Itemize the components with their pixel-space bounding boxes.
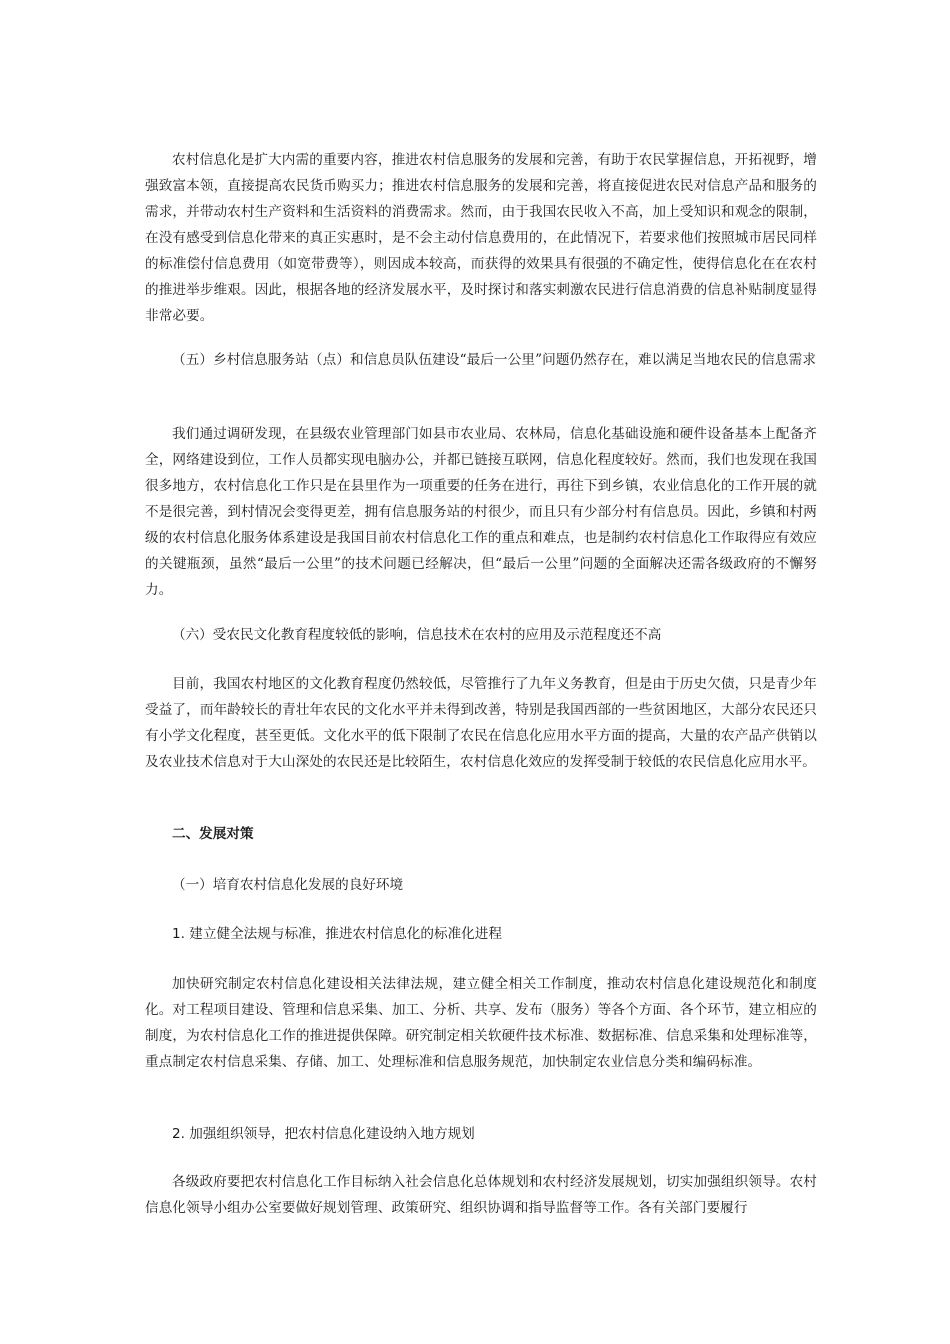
heading-section-6: （六）受农民文化教育程度较低的影响，信息技术在农村的应用及示范程度还不高 <box>172 627 662 643</box>
paragraph-last-mile: 我们通过调研发现，在县级农业管理部门如县市农业局、农林局，信息化基础设施和硬件设备基本上配备齐全，网络建设到位，工作人员都实现电脑办公，并都已链接互联网，信息化程度较好。然而，我们也发现在我国很多地方，农村信息化工作只是在县里作为一项重要的任务在进行，再往下到乡镇，农业信息化的工作开展的就不是很完善，到村情况会变得更差，拥有信息服务站的村很少，而且只有少部分村有信息员。因此，乡镇和村两级的农村信息化服务体系建设是我国目前农村信息化工作的重点和难点，也是制约农村信息化工作取得应有效应的关键瓶颈，虽然“最后一公里”的技术问题已经解决，但“最后一公里”问题的全面解决还需各级政府的不懈努力。 <box>145 426 817 598</box>
paragraph-organization-leadership: 各级政府要把农村信息化工作目标纳入社会信息化总体规划和农村经济发展规划，切实加强组织领导。农村信息化领导小组办公室要做好规划管理、政策研究、组织协调和指导监督等工作。各有关部门要履行 <box>145 1174 817 1216</box>
paragraph-education-level: 目前，我国农村地区的文化教育程度仍然较低，尽管推行了九年义务教育，但是由于历史欠债，只是青少年受益了，而年龄较长的青壮年农民的文化水平并未得到改善，特别是我国西部的一些贫困地区，大部分农民还只有小学文化程度，甚至更低。文化水平的低下限制了农民在信息化应用水平方面的提高，大量的农产品产供销以及农业技术信息对于大山深处的农民还是比较陌生，农村信息化效应的发挥受制于较低的农民信息化应用水平。 <box>145 676 817 770</box>
paragraph-laws-standards: 加快研究制定农村信息化建设相关法律法规，建立健全相关工作制度，推动农村信息化建设规范化和制度化。对工程项目建设、管理和信息采集、加工、分析、共享、发布（服务）等各个方面、各个环节，建立相应的制度，为农村信息化工作的推进提供保障。研究制定相关软硬件技术标准、数据标准、信息采集和处理标准等，重点制定农村信息采集、存储、加工、处理标准和信息服务规范，加快制定农业信息分类和编码标准。 <box>145 976 817 1070</box>
item-title-laws-standards: 1. 建立健全法规与标准，推进农村信息化的标准化进程 <box>172 926 502 942</box>
item-title-organization-leadership: 2. 加强组织领导，把农村信息化建设纳入地方规划 <box>172 1126 475 1142</box>
heading-section-5: （五）乡村信息服务站（点）和信息员队伍建设“最后一公里”问题仍然存在，难以满足当地农民的信息需求 <box>172 352 817 368</box>
paragraph-information-subsidy: 农村信息化是扩大内需的重要内容，推进农村信息服务的发展和完善，有助于农民掌握信息，开拓视野，增强致富本领，直接提高农民货币购买力；推进农村信息服务的发展和完善，将直接促进农民对信息产品和服务的需求，并带动农村生产资料和生活资料的消费需求。然而，由于我国农民收入不高，加上受知识和观念的限制，在没有感受到信息化带来的真正实惠时，是不会主动付信息费用的，在此情况下，若要求他们按照城市居民同样的标准偿付信息费用（如宽带费等），则因成本较高，而获得的效果具有很强的不确定性，使得信息化在在农村的推进举步维艰。因此，根据各地的经济发展水平，及时探讨和落实刺激农民进行信息消费的信息补贴制度显得非常必要。 <box>145 152 817 324</box>
section-title-development-strategy: 二、发展对策 <box>172 826 254 842</box>
subsection-title-environment: （一）培育农村信息化发展的良好环境 <box>172 877 404 893</box>
